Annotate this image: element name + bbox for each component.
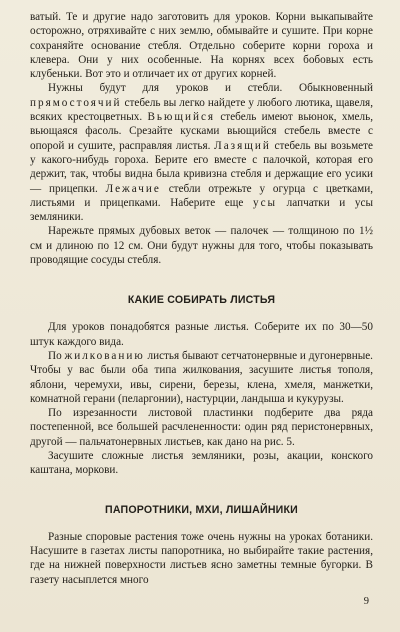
term-creeping-stem: Лежачие [105, 182, 161, 195]
stems-text-f: лапчатки и усы земляники. [30, 196, 373, 224]
paragraph-stems [30, 81, 373, 224]
stems-text-c: стебель имеют вьюнок, хмель, вьющаяся фасоль. Срезайте кусками вьющийся стебель вместе с опорой и сушите, расправляя листья. [30, 111, 373, 152]
venation-text-b: листья бывают сетчатонервные и дугонервные. Чтобы у вас были оба типа жилкования, засушите листья тополя, яблони, черемухи, ивы, сирени, березы, клена, хмеля, манжетки, комнатной герани (пеларгонии), настурции, ландыша и кукурузы. [30, 349, 373, 405]
section-heading-leaves: КАКИЕ СОБИРАТЬ ЛИСТЬЯ [127, 294, 276, 307]
stems-text-a: Нужны будут для уроков и стебли. Обыкновенный [48, 82, 373, 95]
venation-text-a: По [48, 349, 65, 362]
paragraph-dissection: По изрезанности листовой пластинки подберите два ряда постепенной, все большей расчлененности: один ряд перистонервных, другой — пальчатонервных листьев, как дано на рис. 5. [30, 407, 373, 448]
paragraph-ferns: Разные споровые растения тоже очень нужны на уроках ботаники. Насушите в газетах листы папоротника, но выбирайте такие растения, где на нижней поверхности листьев ясно заметны темные бугорки. В газету насыплется много [30, 530, 373, 586]
paragraph-compound-leaves: Засушите сложные листья земляники, розы, акации, конского каштана, моркови. [30, 450, 373, 477]
page-number: 9 [363, 596, 369, 607]
stems-text-e: стебли отрежьте у огурца с цветками, листьями и прицепками. Наберите еще [30, 182, 373, 209]
stems-text-b: стебель вы легко найдете у любого лютика, щавеля, всяких крестоцветных. [30, 96, 373, 124]
term-climbing-stem: Лазящий [214, 139, 271, 152]
term-runners: усы [252, 196, 278, 209]
paragraph-venation [30, 349, 373, 406]
stems-text-d: стебель вы возьмете у какого-нибудь гороха. Берите его вместе с палочкой, которая его держит, так, чтобы видна была кривизна стебля и держащие его усики — прицепки. [30, 139, 373, 195]
term-venation: жилкованию [64, 349, 145, 362]
paragraph-leaves-intro: Для уроков понадобятся разные листья. Соберите их по 30—50 штук каждого вида. [30, 321, 373, 348]
section-heading-ferns: ПАПОРОТНИКИ, МХИ, ЛИШАЙНИКИ [105, 503, 298, 516]
paragraph-oak-sticks: Нарежьте прямых дубовых веток — палочек — толщиною по 1½ см и длиною по 12 см. Они будут нужны для того, чтобы показывать проводящие сосуды стебля. [30, 225, 373, 267]
term-twining-stem: Вьющийся [147, 111, 216, 124]
paragraph-roots: ватый. Те и другие надо заготовить для уроков. Корни выкапывайте осторожно, отряхивайте с них землю, обмывайте и сушите. При корне сохраняйте основание стебля. Отдельно соберите корни гороха и клевера. Они у них особенные. На корнях всех бобовых есть клубеньки. Вот это и отличает их от других корней. [30, 11, 373, 81]
term-upright-stem: прямостоячий [30, 96, 122, 109]
